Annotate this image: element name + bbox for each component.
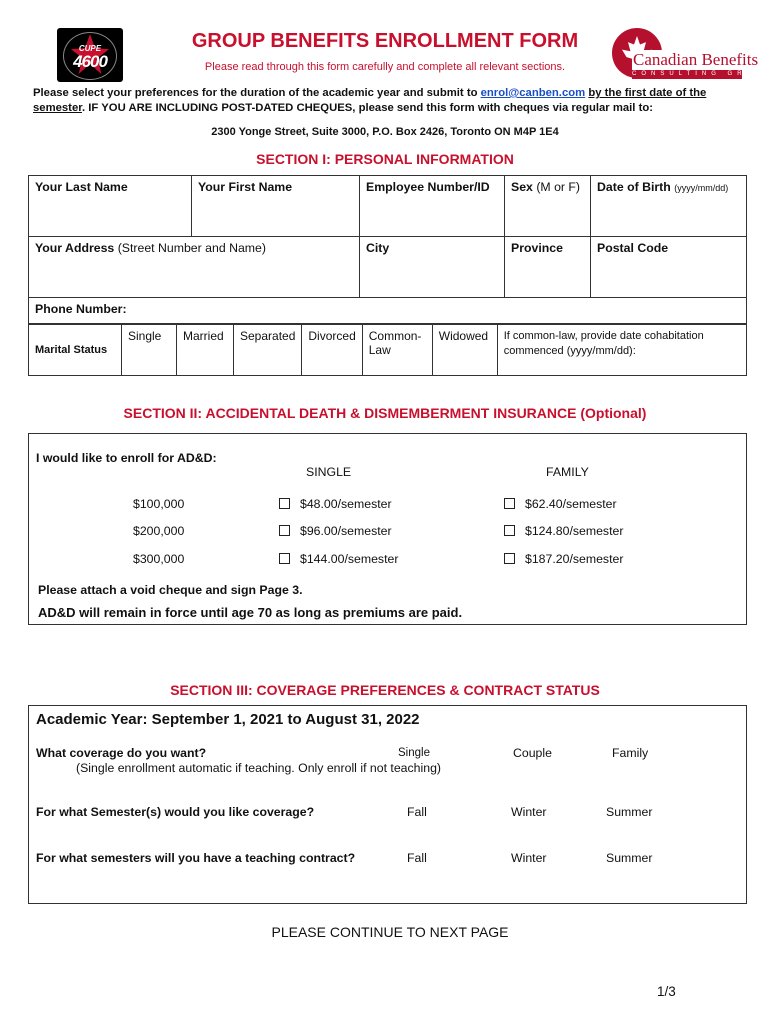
cohabitation-date-field[interactable]: If common-law, provide date cohabitation commenced (yyyy/mm/dd): — [497, 325, 746, 376]
section-1-heading: SECTION I: PERSONAL INFORMATION — [256, 151, 514, 167]
page-number: 1/3 — [657, 984, 676, 999]
dob-field[interactable]: Date of Birth (yyyy/mm/dd) — [591, 176, 747, 237]
marital-option-married[interactable]: Married — [177, 325, 234, 376]
postal-code-field[interactable]: Postal Code — [591, 237, 747, 298]
city-field[interactable]: City — [360, 237, 505, 298]
single-column-header: SINGLE — [306, 465, 352, 479]
section-3-heading: SECTION III: COVERAGE PREFERENCES & CONTRACT STATUS — [170, 682, 600, 698]
teaching-semester-summer[interactable]: Summer — [606, 851, 653, 865]
marital-option-common-law[interactable]: Common-Law — [362, 325, 432, 376]
form-subtitle: Please read through this form carefully and complete all relevant sections. — [204, 61, 566, 73]
coverage-option-family[interactable]: Family — [612, 746, 649, 760]
coverage-option-single[interactable]: Single — [398, 747, 430, 759]
cupe-logo-text: CUPE — [78, 44, 102, 53]
checkbox[interactable] — [279, 498, 290, 509]
first-name-field[interactable]: Your First Name — [192, 176, 360, 237]
void-cheque-note: Please attach a void cheque and sign Page 3. — [38, 583, 303, 597]
add-family-200k-option[interactable]: $124.80/semester — [504, 524, 623, 538]
add-age-note: AD&D will remain in force until age 70 as long as premiums are paid. — [38, 605, 463, 620]
checkbox[interactable] — [504, 498, 515, 509]
checkbox[interactable] — [504, 525, 515, 536]
add-family-100k-option[interactable]: $62.40/semester — [504, 497, 617, 511]
add-enroll-label: I would like to enroll for AD&D: — [36, 451, 217, 465]
add-single-100k-option[interactable]: $48.00/semester — [279, 497, 392, 511]
checkbox[interactable] — [504, 553, 515, 564]
semester-coverage-question: For what Semester(s) would you like coverage? — [36, 805, 315, 819]
marital-option-widowed[interactable]: Widowed — [432, 325, 497, 376]
academic-year: Academic Year: September 1, 2021 to August 31, 2022 — [36, 711, 420, 728]
add-amount-300k: $300,000 — [133, 552, 185, 566]
marital-status-label: Marital Status — [29, 325, 122, 376]
add-amount-200k: $200,000 — [133, 524, 185, 538]
section-2-heading: SECTION II: ACCIDENTAL DEATH & DISMEMBERMENT INSURANCE (Optional) — [123, 405, 647, 421]
coverage-semester-winter[interactable]: Winter — [511, 805, 547, 819]
cbc-logo-name: Canadian Benefits — [633, 50, 759, 69]
marital-option-separated[interactable]: Separated — [234, 325, 302, 376]
cbc-logo-tagline: CONSULTING GROUP — [632, 71, 775, 77]
form-title: GROUP BENEFITS ENROLLMENT FORM — [191, 30, 579, 52]
marital-status-table — [28, 324, 747, 376]
address-field[interactable]: Your Address (Street Number and Name) — [29, 237, 360, 298]
last-name-field[interactable]: Your Last Name — [29, 176, 192, 237]
coverage-question: What coverage do you want? — [36, 746, 207, 760]
add-single-200k-option[interactable]: $96.00/semester — [279, 524, 392, 538]
coverage-note: (Single enrollment automatic if teaching. Only enroll if not teaching) — [76, 761, 441, 775]
checkbox[interactable] — [279, 553, 290, 564]
phone-field[interactable]: Phone Number: — [29, 298, 747, 324]
marital-option-single[interactable]: Single — [122, 325, 177, 376]
add-single-300k-option[interactable]: $144.00/semester — [279, 552, 398, 566]
coverage-semester-summer[interactable]: Summer — [606, 805, 653, 819]
teaching-semester-winter[interactable]: Winter — [511, 851, 547, 865]
personal-info-table — [28, 175, 747, 324]
coverage-semester-fall[interactable]: Fall — [407, 805, 427, 819]
sex-field[interactable]: Sex (M or F) — [505, 176, 591, 237]
instructions: Please select your preferences for the duration of the academic year and submit to enrol@canben.com by the first date of the semester. IF YOU ARE INCLUDING POST-DATED CHEQUES, please send this form with cheques via regular mail to: — [33, 87, 707, 114]
mailing-address: 2300 Yonge Street, Suite 3000, P.O. Box 2426, Toronto ON M4P 1E4 — [211, 126, 559, 138]
marital-option-divorced[interactable]: Divorced — [302, 325, 362, 376]
email-link[interactable]: enrol@canben.com — [480, 87, 586, 99]
coverage-option-couple[interactable]: Couple — [513, 746, 552, 760]
cupe-logo-number: 4600 — [73, 52, 107, 71]
family-column-header: FAMILY — [546, 465, 589, 479]
add-family-300k-option[interactable]: $187.20/semester — [504, 552, 623, 566]
teaching-semester-fall[interactable]: Fall — [407, 851, 427, 865]
continue-note: PLEASE CONTINUE TO NEXT PAGE — [271, 924, 509, 940]
checkbox[interactable] — [279, 525, 290, 536]
province-field[interactable]: Province — [505, 237, 591, 298]
add-amount-100k: $100,000 — [133, 497, 185, 511]
employee-number-field[interactable]: Employee Number/ID — [360, 176, 505, 237]
teaching-contract-question: For what semesters will you have a teaching contract? — [36, 851, 356, 865]
